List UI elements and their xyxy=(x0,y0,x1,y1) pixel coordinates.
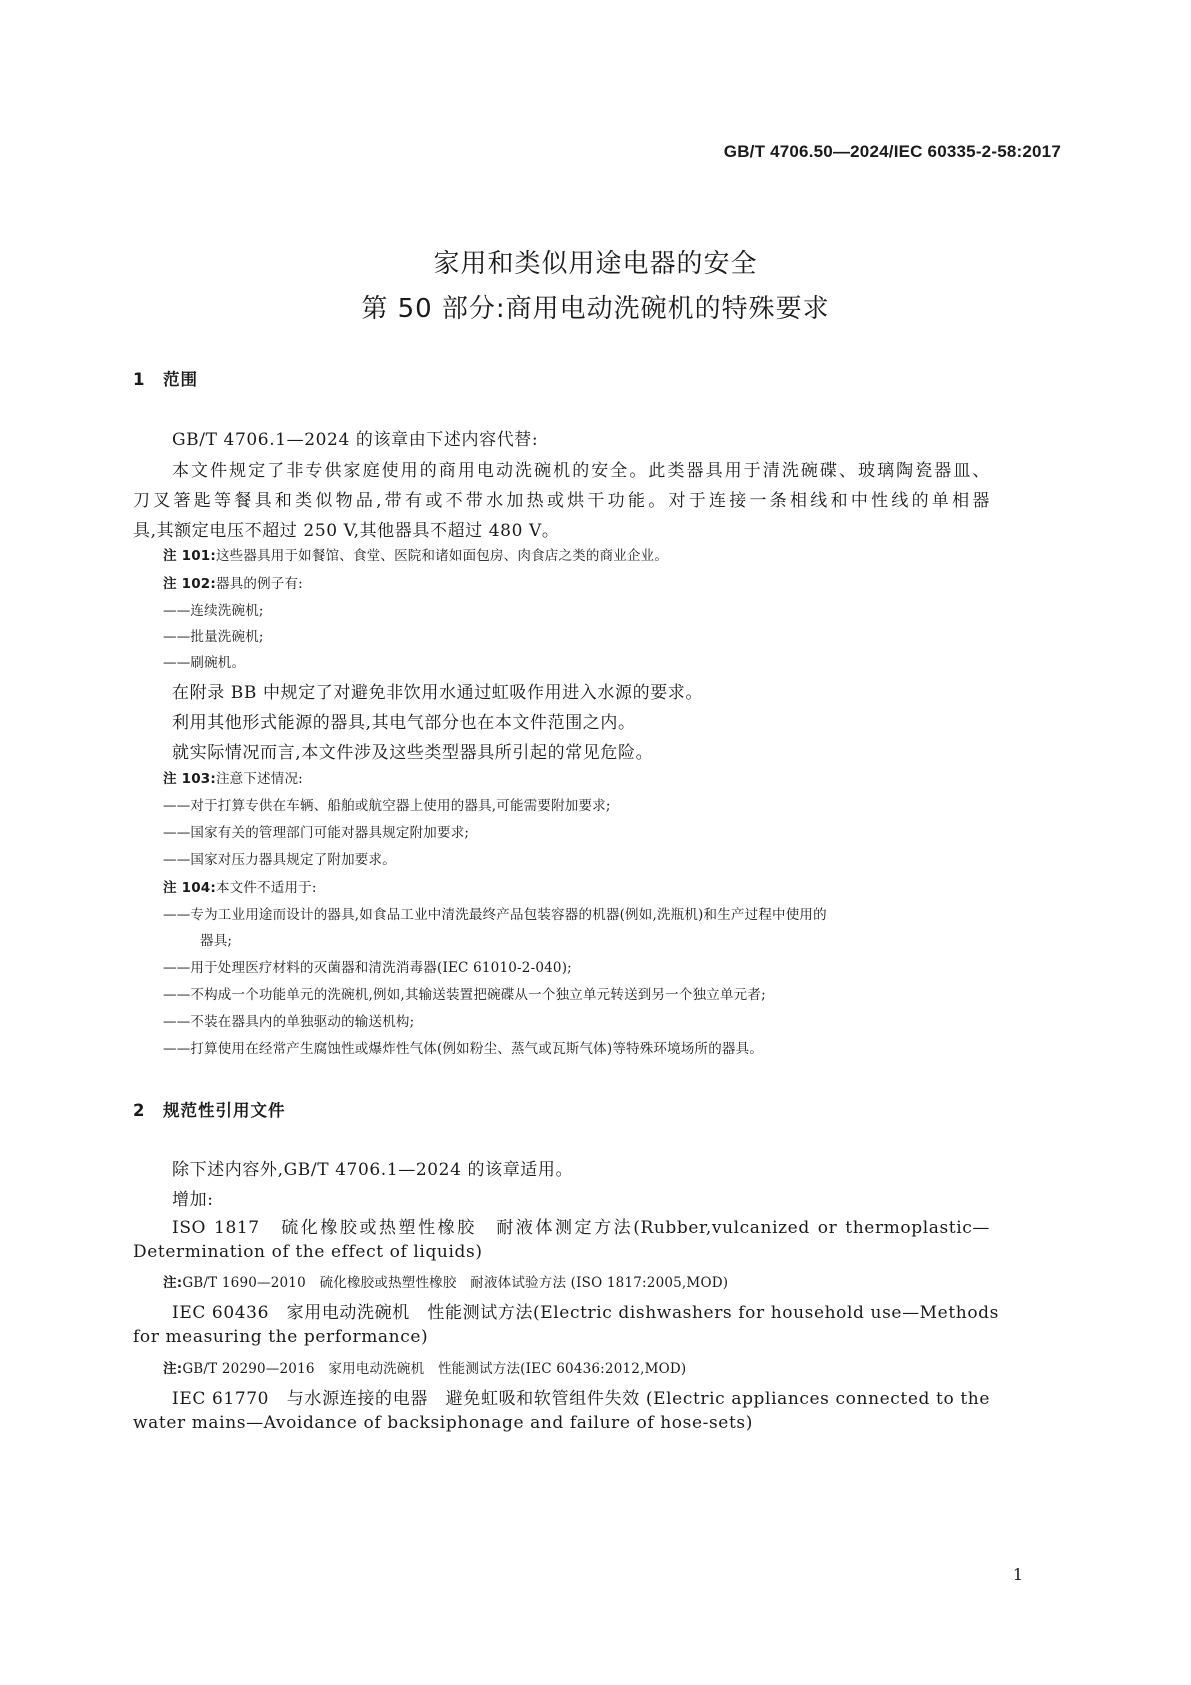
list-item: ——国家有关的管理部门可能对器具规定附加要求; xyxy=(163,825,470,841)
list-item: ——用于处理医疗材料的灭菌器和清洗消毒器(IEC 61010-2-040); xyxy=(163,960,572,976)
section-1-heading: 1 范围 xyxy=(133,370,198,389)
note-text: GB/T 20290—2016 家用电动洗碗机 性能测试方法(IEC 60436:2012,MOD) xyxy=(182,1361,687,1377)
note-104-label: 注 104: xyxy=(163,880,216,896)
note-101-label: 注 101: xyxy=(163,548,216,564)
list-item: ——对于打算专供在车辆、船舶或航空器上使用的器具,可能需要附加要求; xyxy=(163,798,611,814)
note-104 xyxy=(163,876,317,896)
reference-iso-1817-line-2: Determination of the effect of liquids) xyxy=(133,1242,483,1262)
note-101 xyxy=(163,544,668,564)
note-102-label: 注 102: xyxy=(163,576,216,592)
reference-iso-1817-line-1: ISO 1817 硫化橡胶或热塑性橡胶 耐液体测定方法(Rubber,vulcanized or thermoplastic— xyxy=(172,1218,990,1238)
note-103-label: 注 103: xyxy=(163,771,216,787)
standard-code: GB/T 4706.50—2024/IEC 60335-2-58:2017 xyxy=(723,142,1061,161)
reference-iso-1817-note xyxy=(163,1271,728,1291)
note-text: GB/T 1690—2010 硫化橡胶或热塑性橡胶 耐液体试验方法 (ISO 1817:2005,MOD) xyxy=(182,1275,729,1291)
list-item: ——刷碗机。 xyxy=(163,655,246,671)
note-label: 注: xyxy=(163,1361,183,1377)
section-1-paragraph-4: 利用其他形式能源的器具,其电气部分也在本文件范围之内。 xyxy=(172,713,636,733)
section-2-paragraph-1: 除下述内容外,GB/T 4706.1—2024 的该章适用。 xyxy=(172,1160,574,1180)
document-title-line-1: 家用和类似用途电器的安全 xyxy=(433,249,758,279)
note-102-text: 器具的例子有: xyxy=(215,576,303,592)
note-103-text: 注意下述情况: xyxy=(215,771,303,787)
section-1-paragraph-2-line-1: 本文件规定了非专供家庭使用的商用电动洗碗机的安全。此类器具用于清洗碗碟、玻璃陶瓷器皿、 xyxy=(172,461,990,481)
reference-iec-60436-note xyxy=(163,1357,686,1377)
note-103 xyxy=(163,767,303,787)
page-number: 1 xyxy=(1012,1565,1023,1584)
reference-iec-60436-line-2: for measuring the performance) xyxy=(133,1327,429,1347)
list-item: ——专为工业用途而设计的器具,如食品工业中清洗最终产品包装容器的机器(例如,洗瓶机)和生产过程中使用的 xyxy=(163,907,827,923)
list-item: ——国家对压力器具规定了附加要求。 xyxy=(163,852,396,868)
list-item: ——不构成一个功能单元的洗碗机,例如,其输送装置把碗碟从一个独立单元转送到另一个独立单元者; xyxy=(163,987,766,1003)
list-item: ——不装在器具内的单独驱动的输送机构; xyxy=(163,1014,415,1030)
note-101-text: 这些器具用于如餐馆、食堂、医院和诸如面包房、肉食店之类的商业企业。 xyxy=(215,548,669,564)
reference-iec-61770-line-1: IEC 61770 与水源连接的电器 避免虹吸和软管组件失效 (Electric appliances connected to the xyxy=(172,1389,990,1409)
section-1-paragraph-5: 就实际情况而言,本文件涉及这些类型器具所引起的常见危险。 xyxy=(172,743,654,763)
note-102 xyxy=(163,572,303,592)
section-1-paragraph-3: 在附录 BB 中规定了对避免非饮用水通过虹吸作用进入水源的要求。 xyxy=(172,683,703,703)
list-item: ——打算使用在经常产生腐蚀性或爆炸性气体(例如粉尘、蒸气或瓦斯气体)等特殊环境场所的器具。 xyxy=(163,1041,764,1057)
reference-iec-61770-line-2: water mains—Avoidance of backsiphonage and failure of hose-sets) xyxy=(133,1413,753,1433)
reference-iec-60436-line-1: IEC 60436 家用电动洗碗机 性能测试方法(Electric dishwashers for household use—Methods xyxy=(172,1303,999,1323)
list-item: ——批量洗碗机; xyxy=(163,629,264,645)
note-label: 注: xyxy=(163,1275,183,1291)
section-2-paragraph-2: 增加: xyxy=(172,1190,214,1210)
document-title-line-2: 第 50 部分:商用电动洗碗机的特殊要求 xyxy=(361,294,830,324)
section-2-heading: 2 规范性引用文件 xyxy=(133,1101,286,1120)
note-104-text: 本文件不适用于: xyxy=(215,880,317,896)
list-item-continuation: 器具; xyxy=(200,933,233,949)
list-item: ——连续洗碗机; xyxy=(163,603,264,619)
section-1-paragraph-2-line-2: 刀叉箸匙等餐具和类似物品,带有或不带水加热或烘干功能。对于连接一条相线和中性线的单相器 xyxy=(133,491,990,511)
section-1-paragraph-1: GB/T 4706.1—2024 的该章由下述内容代替: xyxy=(172,430,539,450)
section-1-paragraph-2-line-3: 具,其额定电压不超过 250 V,其他器具不超过 480 V。 xyxy=(133,521,560,541)
